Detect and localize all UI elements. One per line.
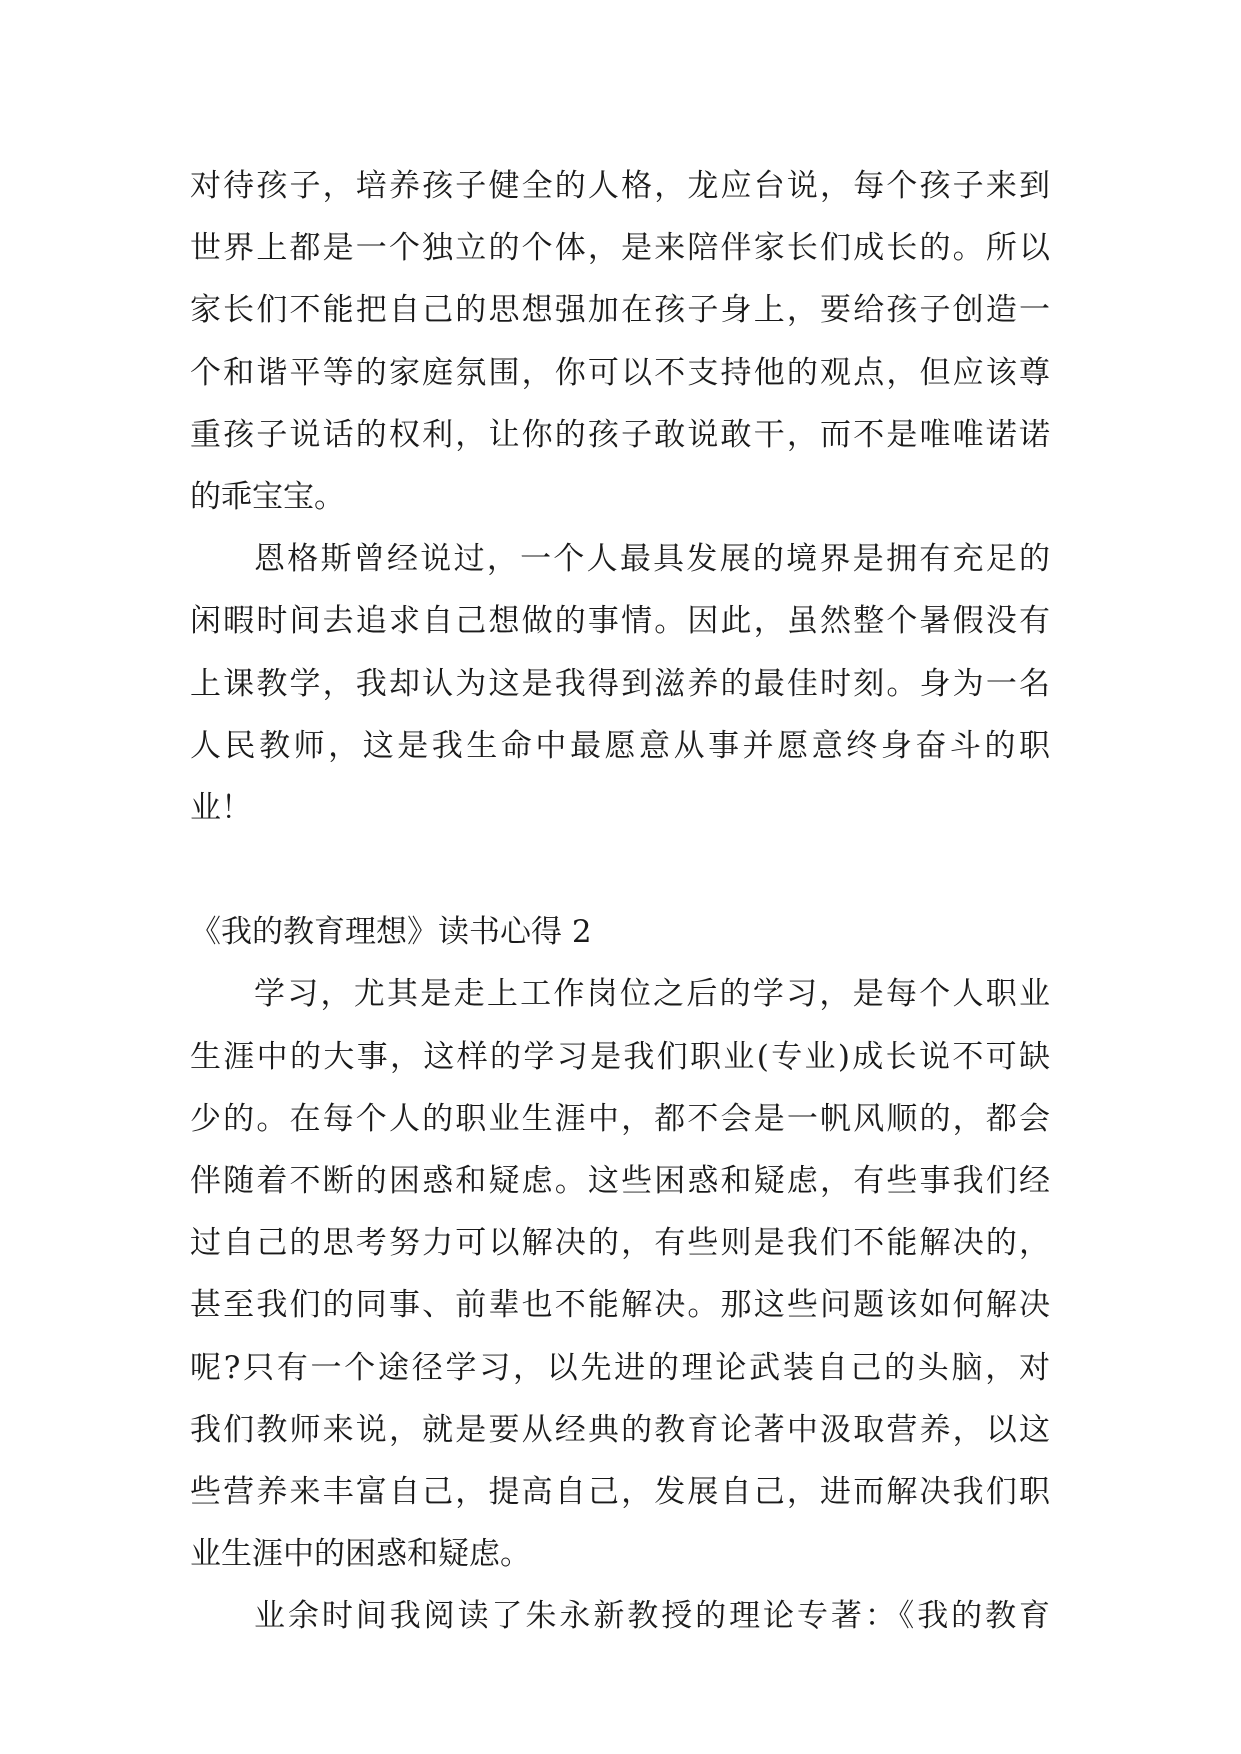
text-line: 我们教师来说，就是要从经典的教育论著中汲取营养，以这 — [190, 1411, 1050, 1448]
text-line: 闲暇时间去追求自己想做的事情。因此，虽然整个暑假没有 — [190, 603, 1050, 640]
paragraph — [190, 528, 1050, 839]
text-line: 对待孩子，培养孩子健全的人格，龙应台说，每个孩子来到 — [190, 168, 1050, 204]
paragraph — [190, 155, 1050, 528]
text-line: 呢?只有一个途径学习，以先进的理论武装自己的头脑，对 — [190, 1349, 1050, 1386]
text-line: 业生涯中的困惑和疑虑。 — [190, 1536, 531, 1573]
document-body — [190, 155, 1050, 1648]
paragraph — [190, 963, 1050, 1585]
text-line: 业余时间我阅读了朱永新教授的理论专著：《我的教育 — [254, 1598, 1050, 1635]
text-line: 重孩子说话的权利，让你的孩子敢说敢干，而不是唯唯诺诺 — [190, 416, 1050, 453]
section-title: 《我的教育理想》读书心得 2 — [190, 914, 592, 951]
text-line: 业！ — [190, 789, 252, 826]
text-line: 人民教师，这是我生命中最愿意从事并愿意终身奋斗的职 — [190, 727, 1050, 764]
text-line: 家长们不能把自己的思想强加在孩子身上，要给孩子创造一 — [190, 292, 1050, 329]
text-line: 生涯中的大事，这样的学习是我们职业(专业)成长说不可缺 — [190, 1038, 1050, 1075]
text-line: 过自己的思考努力可以解决的，有些则是我们不能解决的， — [190, 1225, 1050, 1262]
text-line: 的乖宝宝。 — [190, 478, 345, 515]
text-line: 世界上都是一个独立的个体，是来陪伴家长们成长的。所以 — [190, 230, 1050, 267]
text-line: 甚至我们的同事、前辈也不能解决。那这些问题该如何解决 — [190, 1287, 1050, 1324]
text-line: 上课教学，我却认为这是我得到滋养的最佳时刻。身为一名 — [190, 665, 1050, 702]
text-line: 恩格斯曾经说过，一个人最具发展的境界是拥有充足的 — [254, 541, 1050, 578]
text-line: 学习，尤其是走上工作岗位之后的学习，是每个人职业 — [254, 976, 1050, 1013]
text-line: 个和谐平等的家庭氛围，你可以不支持他的观点，但应该尊 — [190, 354, 1050, 391]
blank-line — [190, 839, 1050, 901]
text-line: 少的。在每个人的职业生涯中，都不会是一帆风顺的，都会 — [190, 1100, 1050, 1137]
text-line: 些营养来丰富自己，提高自己，发展自己，进而解决我们职 — [190, 1473, 1050, 1510]
paragraph — [190, 1585, 1050, 1647]
text-line: 伴随着不断的困惑和疑虑。这些困惑和疑虑，有些事我们经 — [190, 1163, 1050, 1199]
